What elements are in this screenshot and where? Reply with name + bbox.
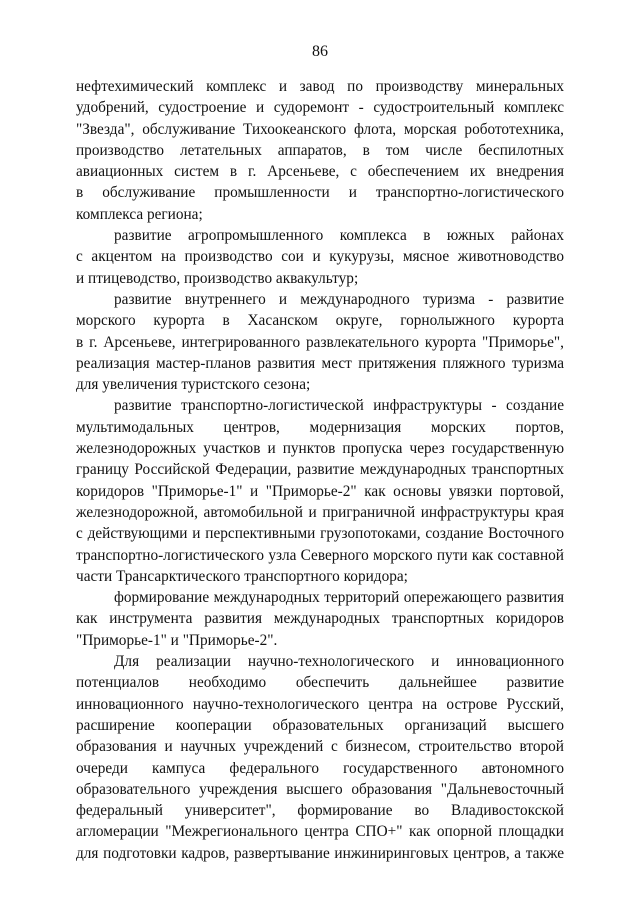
text-line: мультимодальных центров, модернизация морских портов, [76, 418, 564, 436]
text-line: морского курорта в Хасанском округе, горнолыжного курорта [76, 312, 564, 330]
text-line: транспортно-логистического узла Северного морского пути как составной [76, 546, 564, 564]
text-line: развитие транспортно-логистической инфраструктуры - создание [114, 397, 564, 415]
text-line: части Трансарктического транспортного коридора; [76, 567, 408, 585]
text-line: формирование международных территорий опережающего развития [114, 589, 564, 607]
text-line: производство летательных аппаратов, в том числе беспилотных [76, 141, 564, 159]
text-line: и птицеводство, производство аквакультур; [76, 269, 359, 287]
text-line: федеральный университет", формирование во Владивостокской [76, 802, 564, 820]
text-line: нефтехимический комплекс и завод по производству минеральных [76, 78, 564, 95]
text-line: комплекса региона; [76, 205, 203, 223]
text-line: удобрений, судостроение и судоремонт - судостроительный комплекс [76, 99, 564, 117]
text-line: Для реализации научно-технологического и инновационного [114, 653, 564, 671]
text-line: для подготовки кадров, развертывание инжиниринговых центров, а также [76, 844, 564, 862]
text-line: в обслуживание промышленности и транспортно-логистического [76, 184, 564, 202]
text-line: образования и научных учреждений с бизнесом, строительство второй [76, 738, 564, 756]
text-line: границу Российской Федерации, развитие международных транспортных [76, 461, 564, 479]
text-line: образовательного учреждения высшего образования "Дальневосточный [76, 780, 564, 798]
text-line: в г. Арсеньеве, интегрированного развлекательного курорта "Приморье", [76, 333, 564, 351]
text-line: очереди кампуса федерального государственного автономного [76, 759, 564, 777]
text-line: с действующими и перспективными грузопотоками, создание Восточного [76, 525, 564, 543]
text-line: развитие агропромышленного комплекса в южных районах [114, 227, 564, 245]
text-line: расширение кооперации образовательных организаций высшего [76, 716, 564, 734]
page-number: 86 [312, 43, 328, 60]
text-line: потенциалов необходимо обеспечить дальнейшее развитие [76, 674, 564, 692]
text-line: с акцентом на производство сои и кукурузы, мясное животноводство [76, 248, 564, 266]
text-line: "Приморье-1" и "Приморье-2". [76, 631, 278, 649]
text-line: "Звезда", обслуживание Тихоокеанского флота, морская робототехника, [76, 120, 564, 138]
text-line: коридоров "Приморье-1" и "Приморье-2" как основы увязки портовой, [76, 482, 564, 500]
text-line: железнодорожной, автомобильной и приграничной инфраструктуры края [76, 503, 564, 521]
text-line: для увеличения туристского сезона; [76, 376, 311, 394]
text-line: инновационного научно-технологического центра на острове Русский, [76, 695, 564, 713]
text-line: агломерации "Межрегионального центра СПО+" как опорной площадки [76, 823, 564, 841]
text-line: железнодорожных участков и пунктов пропуска через государственную [76, 440, 564, 458]
text-line: авиационных систем в г. Арсеньеве, с обеспечением их внедрения [76, 163, 564, 181]
document-body [76, 76, 564, 864]
text-line: как инструмента развития международных транспортных коридоров [76, 610, 564, 628]
text-line: реализация мастер-планов развития мест притяжения пляжного туризма [76, 354, 564, 372]
text-line: развитие внутреннего и международного туризма - развитие [114, 290, 564, 308]
